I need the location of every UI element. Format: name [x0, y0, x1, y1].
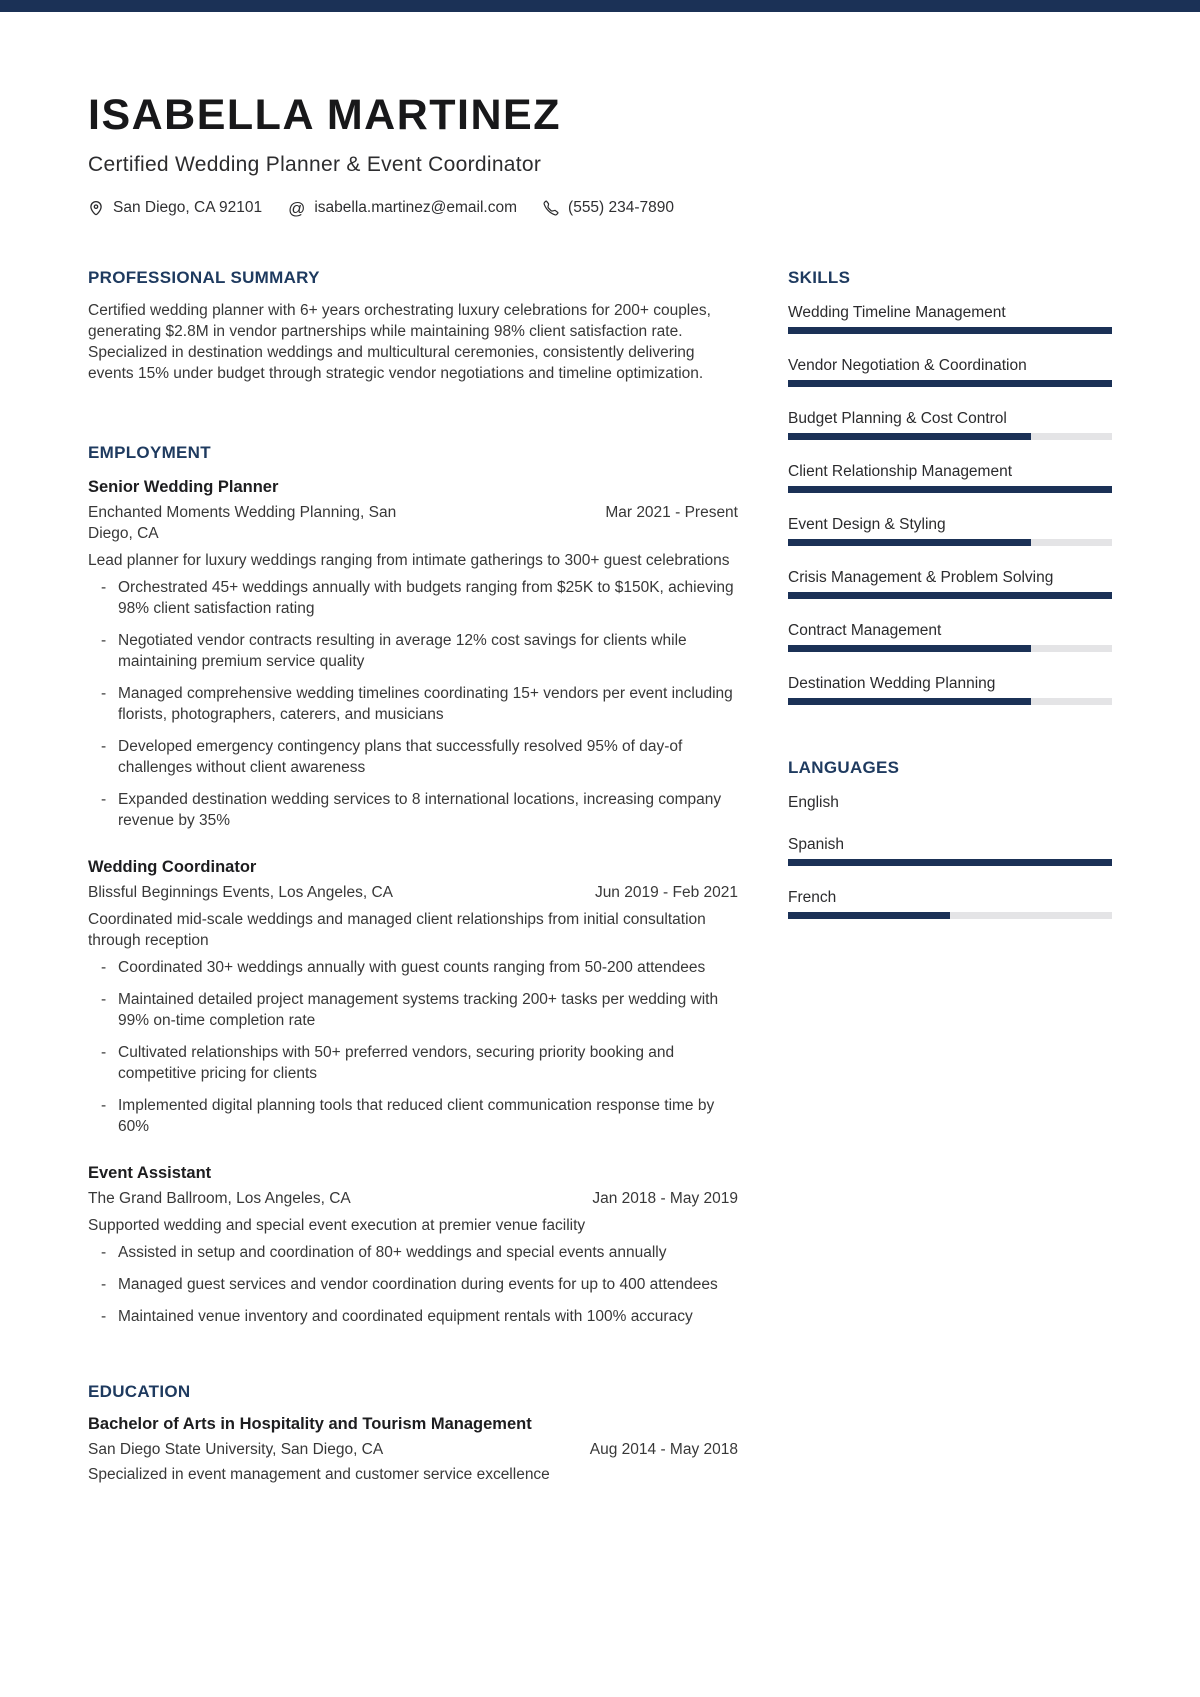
job-entry: [88, 1163, 738, 1327]
job-title: Wedding Coordinator: [88, 858, 257, 877]
skills-list: [788, 302, 1112, 705]
rating-label: English: [788, 794, 839, 812]
job-meta: [88, 502, 738, 544]
job-title: Senior Wedding Planner: [88, 478, 279, 497]
person-name: ISABELLA MARTINEZ: [88, 91, 561, 139]
section-professional-summary: [88, 267, 738, 384]
job-bullet: - Orchestrated 45+ weddings annually with budgets ranging from $25K to $150K, achieving 98% client satisfaction rating: [88, 577, 738, 619]
job-bullet: - Developed emergency contingency plans that successfully resolved 95% of day-of challenges without client awareness: [88, 736, 738, 778]
rating-bar-fill: [788, 539, 1031, 546]
rating-item: [788, 792, 1112, 813]
rating-bar-track: [788, 645, 1112, 652]
job-bullet: - Coordinated 30+ weddings annually with guest counts ranging from 50-200 attendees: [88, 957, 738, 978]
rating-item: [788, 355, 1112, 387]
job-description: Coordinated mid-scale weddings and managed client relationships from initial consultation through reception: [88, 911, 706, 950]
rating-label: Budget Planning & Cost Control: [788, 410, 1007, 428]
contact-email-text: isabella.martinez@email.com: [314, 199, 518, 217]
job-bullet: - Expanded destination wedding services to 8 international locations, increasing company revenue by 35%: [88, 789, 738, 831]
job-company: Blissful Beginnings Events, Los Angeles, CA: [88, 884, 394, 902]
job-bullet: - Implemented digital planning tools that reduced client communication response time by 60%: [88, 1095, 738, 1137]
at-sign-icon: @: [288, 198, 306, 218]
contact-phone: [543, 199, 674, 217]
main-column: [88, 267, 738, 1485]
job-bullet: - Cultivated relationships with 50+ preferred vendors, securing priority booking and competitive pricing for clients: [88, 1042, 738, 1084]
job-description: Supported wedding and special event execution at premier venue facility: [88, 1217, 586, 1235]
education-date: Aug 2014 - May 2018: [589, 1441, 738, 1459]
job-company: The Grand Ballroom, Los Angeles, CA: [88, 1190, 351, 1208]
job-bullet: - Managed guest services and vendor coordination during events for up to 400 attendees: [88, 1274, 738, 1295]
section-skills: [788, 267, 1112, 705]
section-education: [88, 1381, 738, 1485]
rating-bar-fill: [788, 592, 1112, 599]
rating-item: [788, 887, 1112, 919]
education-heading: EDUCATION: [88, 1382, 191, 1402]
rating-bar-track: [788, 486, 1112, 493]
rating-bar-fill: [788, 645, 1031, 652]
job-bullet: - Maintained venue inventory and coordinated equipment rentals with 100% accuracy: [88, 1306, 738, 1327]
job-bullet: - Maintained detailed project management systems tracking 200+ tasks per wedding with 99% on-time completion rate: [88, 989, 738, 1031]
rating-bar-track: [788, 539, 1112, 546]
contact-phone-text: (555) 234-7890: [568, 199, 675, 217]
summary-heading: PROFESSIONAL SUMMARY: [88, 268, 320, 288]
rating-bar-track: [788, 698, 1112, 705]
phone-icon: [543, 200, 559, 216]
languages-list: [788, 792, 1112, 919]
rating-bar-track: [788, 592, 1112, 599]
job-entry: [88, 477, 738, 831]
resume-page: [0, 92, 1200, 1485]
rating-bar-fill: [788, 380, 1112, 387]
rating-item: [788, 514, 1112, 546]
job-meta: [88, 882, 738, 903]
job-bullet: - Managed comprehensive wedding timelines coordinating 15+ vendors per event including florists, photographers, caterers, and musicians: [88, 683, 738, 725]
education-desc: Specialized in event management and customer service excellence: [88, 1466, 550, 1484]
rating-bar-fill: [788, 433, 1031, 440]
education-meta: [88, 1439, 738, 1460]
resume-header: [88, 92, 1112, 217]
rating-bar-track: [788, 433, 1112, 440]
rating-item: [788, 834, 1112, 866]
rating-label: Wedding Timeline Management: [788, 304, 1006, 322]
rating-label: Event Design & Styling: [788, 516, 946, 534]
rating-label: Client Relationship Management: [788, 463, 1013, 481]
job-title: Event Assistant: [88, 1164, 212, 1183]
contact-row: [88, 199, 1112, 217]
job-bullet-list: [88, 1242, 738, 1327]
rating-label: Destination Wedding Planning: [788, 675, 996, 693]
job-entry: [88, 857, 738, 1137]
job-date: Mar 2021 - Present: [605, 504, 738, 522]
rating-label: Vendor Negotiation & Coordination: [788, 357, 1027, 375]
rating-bar-fill: [788, 912, 950, 919]
map-pin-icon: [88, 200, 104, 217]
job-date: Jun 2019 - Feb 2021: [594, 884, 738, 902]
section-employment: [88, 442, 738, 1327]
rating-item: [788, 461, 1112, 493]
summary-text: Certified wedding planner with 6+ years orchestrating luxury celebrations for 200+ couples, generating $2.8M in vendor partnerships while maintaining 98% client satisfaction rate. Specialized in destination weddings and multicultural ceremonies, consistently delivering events 15% under budget through strategic vendor negotiations and timeline optimization.: [88, 302, 711, 383]
top-accent-bar: [0, 0, 1200, 12]
rating-item: [788, 408, 1112, 440]
rating-bar-fill: [788, 486, 1112, 493]
rating-bar-fill: [788, 698, 1031, 705]
job-date: Jan 2018 - May 2019: [592, 1190, 738, 1208]
rating-item: [788, 567, 1112, 599]
rating-item: [788, 673, 1112, 705]
job-meta: [88, 1188, 738, 1209]
rating-label: French: [788, 889, 837, 907]
employment-heading: EMPLOYMENT: [88, 443, 211, 463]
job-bullet: - Negotiated vendor contracts resulting in average 12% cost savings for clients while maintaining premium service quality: [88, 630, 738, 672]
rating-bar-track: [788, 859, 1112, 866]
rating-item: [788, 620, 1112, 652]
contact-location: [88, 199, 262, 217]
rating-label: Spanish: [788, 836, 845, 854]
rating-bar-fill: [788, 859, 1112, 866]
rating-bar-track: [788, 380, 1112, 387]
skills-heading: SKILLS: [788, 268, 851, 288]
section-languages: [788, 757, 1112, 919]
languages-heading: LANGUAGES: [788, 758, 900, 778]
education-school: San Diego State University, San Diego, CA: [88, 1441, 384, 1459]
resume-columns: [88, 267, 1112, 1485]
rating-label: Contract Management: [788, 622, 942, 640]
jobs-list: [88, 477, 738, 1327]
rating-bar-track: [788, 912, 1112, 919]
rating-item: [788, 302, 1112, 334]
rating-label: Crisis Management & Problem Solving: [788, 569, 1054, 587]
person-job-title: Certified Wedding Planner & Event Coordinator: [88, 153, 542, 177]
contact-email: [288, 199, 517, 217]
contact-location-text: San Diego, CA 92101: [113, 199, 263, 217]
education-degree: Bachelor of Arts in Hospitality and Tourism Management: [88, 1415, 532, 1434]
job-bullet-list: [88, 577, 738, 831]
sidebar-column: [788, 267, 1112, 1485]
job-bullet: - Assisted in setup and coordination of 80+ weddings and special events annually: [88, 1242, 738, 1263]
rating-bar-track: [788, 327, 1112, 334]
rating-bar-fill: [788, 327, 1112, 334]
job-bullet-list: [88, 957, 738, 1137]
job-description: Lead planner for luxury weddings ranging from intimate gatherings to 300+ guest celebrations: [88, 552, 730, 570]
job-company: Enchanted Moments Wedding Planning, San Diego, CA: [88, 504, 397, 543]
